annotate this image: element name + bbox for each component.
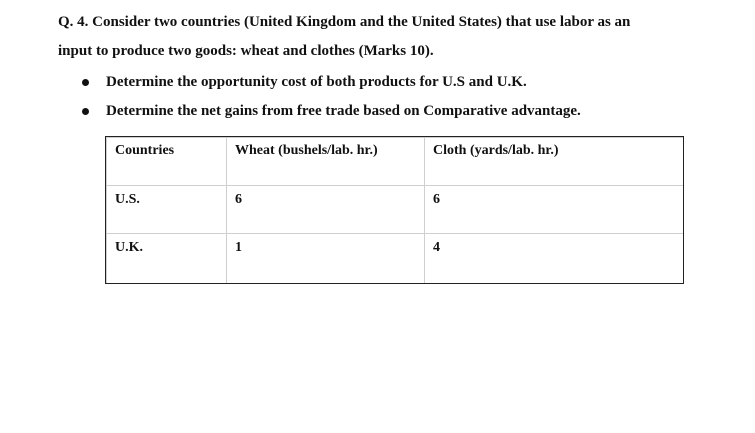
question-line-1: Q. 4. Consider two countries (United Kingdom and the United States) that use labor as an: [58, 14, 631, 30]
cell-cloth: 4: [433, 240, 440, 256]
task-list: [82, 68, 722, 126]
productivity-table: [105, 136, 684, 284]
cell-wheat: 1: [227, 234, 425, 283]
task-item-net-gains: [82, 97, 722, 126]
table-row: [106, 186, 683, 235]
header-wheat: Wheat (bushels/lab. hr.): [227, 137, 425, 186]
table-header-row: [106, 137, 683, 186]
task-text: Determine the opportunity cost of both products for U.S and U.K.: [106, 74, 527, 90]
task-item-opportunity-cost: [82, 68, 722, 97]
table-row: [106, 234, 683, 283]
header-countries: Countries: [106, 137, 227, 186]
cell-country: U.S.: [106, 186, 227, 235]
task-text: Determine the net gains from free trade based on Comparative advantage.: [106, 103, 581, 119]
bullet-icon: [82, 79, 89, 86]
header-cloth: Cloth (yards/lab. hr.): [425, 137, 683, 186]
question-line-2: input to produce two goods: wheat and clothes (Marks 10).: [58, 43, 434, 59]
bullet-icon: [82, 108, 89, 115]
question-text: [58, 8, 718, 66]
cell-cloth: 6: [425, 186, 683, 235]
cell-wheat: 6: [227, 186, 425, 235]
cell-country: U.K.: [106, 234, 227, 283]
